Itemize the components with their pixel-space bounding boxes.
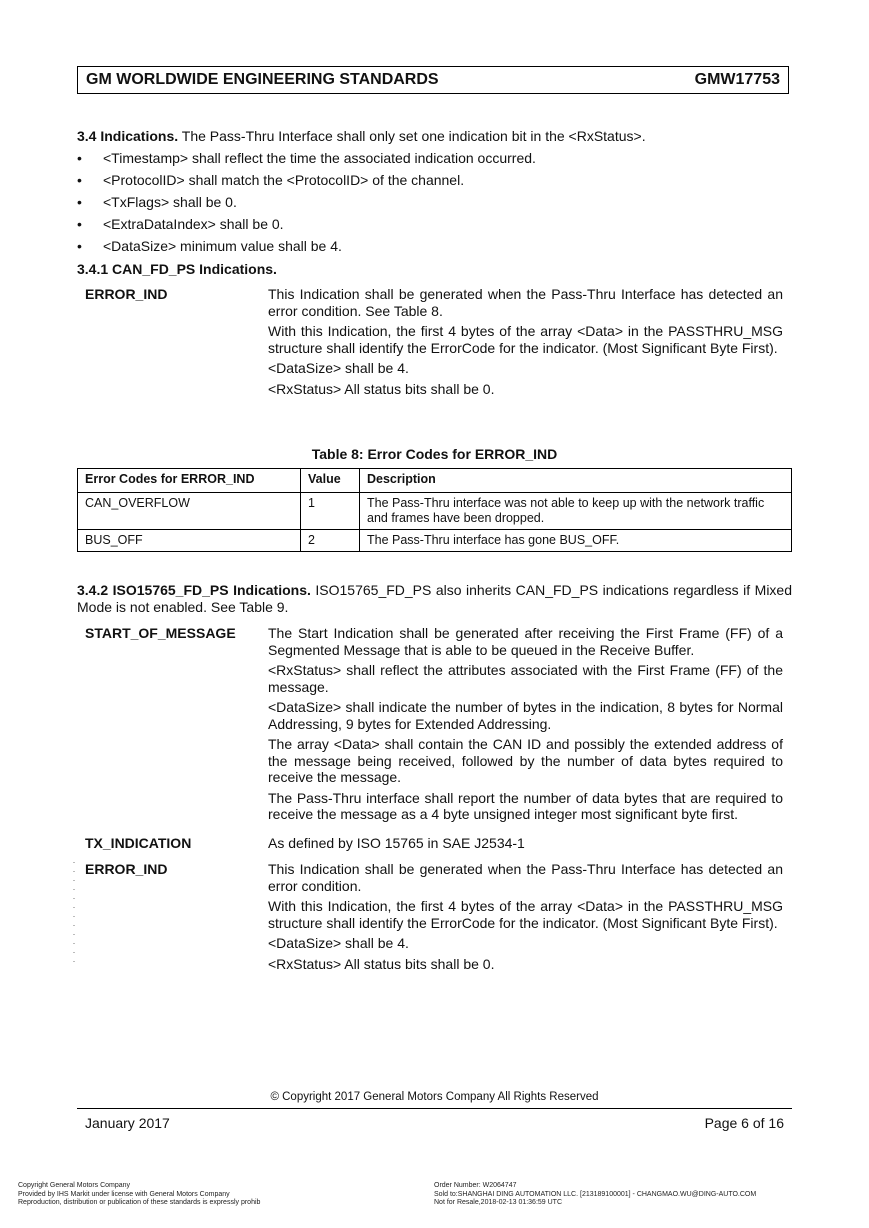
footer-page-number: Page 6 of 16 <box>704 1115 784 1131</box>
definition-body <box>268 835 783 856</box>
license-notice-right <box>434 1182 756 1208</box>
section-3-4-2 <box>77 582 792 616</box>
header-doc-number: GMW17753 <box>694 71 780 88</box>
definition-term: TX_INDICATION <box>85 835 192 851</box>
definition-paragraph: With this Indication, the first 4 bytes of the array <Data> in the PASSTHRU_MSG structure shall identify the ErrorCode for the indicator. (Most Significant Byte First). <box>268 898 783 931</box>
definition-term: START_OF_MESSAGE <box>85 625 236 641</box>
definition-paragraph: <DataSize> shall be 4. <box>268 360 409 376</box>
definition-paragraph: The array <Data> shall contain the CAN ID and possibly the extended address of the message being received, followed by the number of data bytes required to receive the message. <box>268 736 783 785</box>
section-3-4-text: The Pass-Thru Interface shall only set one indication bit in the <RxStatus>. <box>178 128 646 144</box>
definition-paragraph: With this Indication, the first 4 bytes of the array <Data> in the PASSTHRU_MSG structure shall identify the ErrorCode for the indicator. (Most Significant Byte First). <box>268 323 783 356</box>
list-item: • <TxFlags> shall be 0. <box>77 194 792 216</box>
list-item: • <ExtraDataIndex> shall be 0. <box>77 216 792 238</box>
section-3-4 <box>77 128 792 145</box>
list-item: • <DataSize> minimum value shall be 4. <box>77 238 792 260</box>
definition-body <box>268 286 783 401</box>
definition-error-ind <box>85 286 785 401</box>
footer-copyright: © Copyright 2017 General Motors Company All Rights Reserved <box>270 1091 599 1103</box>
column-header: Description <box>360 469 792 493</box>
license-line: Reproduction, distribution or publication of these standards is expressly prohib <box>18 1199 261 1206</box>
footer-divider <box>77 1108 792 1109</box>
definition-paragraph: <RxStatus> All status bits shall be 0. <box>268 955 495 972</box>
column-header: Value <box>301 469 360 493</box>
header-title: GM WORLDWIDE ENGINEERING STANDARDS <box>86 71 439 88</box>
scan-artifact-dots <box>73 862 75 962</box>
table-row <box>78 530 792 552</box>
definition-tx-indication <box>85 835 785 856</box>
definition-paragraph: <DataSize> shall indicate the number of bytes in the indication, 8 bytes for Normal Addressing, 9 bytes for Extended Addressing. <box>268 699 783 732</box>
page-header <box>77 66 789 94</box>
table-cell: The Pass-Thru interface was not able to keep up with the network traffic and frames have been dropped. <box>360 493 792 530</box>
license-line: Copyright General Motors Company <box>18 1182 131 1189</box>
table-cell: 2 <box>301 530 360 552</box>
license-line: Provided by IHS Markit under license with General Motors Company <box>18 1190 230 1198</box>
section-3-4-2-heading: 3.4.2 ISO15765_FD_PS Indications. <box>77 582 311 598</box>
list-item: • <Timestamp> shall reflect the time the associated indication occurred. <box>77 150 792 172</box>
section-3-4-heading: 3.4 Indications. <box>77 128 179 144</box>
license-line: Not for Resale,2018-02-13 01:36:59 UTC <box>434 1199 563 1206</box>
table-cell: 1 <box>301 493 360 530</box>
definition-paragraph: This Indication shall be generated when the Pass-Thru Interface has detected an error condition. See Table 8. <box>268 286 783 319</box>
table-cell: CAN_OVERFLOW <box>78 493 301 530</box>
definition-error-ind-iso <box>85 861 785 976</box>
definition-paragraph: As defined by ISO 15765 in SAE J2534-1 <box>268 835 525 851</box>
table-cell: BUS_OFF <box>78 530 301 552</box>
license-line: Sold to:SHANGHAI DING AUTOMATION LLC. [213189100001] - CHANGMAO.WU@DING-AUTO.COM <box>434 1190 757 1198</box>
indication-bullet-list <box>77 150 792 260</box>
section-3-4-1-heading: 3.4.1 CAN_FD_PS Indications. <box>77 261 277 277</box>
definition-term: ERROR_IND <box>85 861 168 877</box>
error-codes-table <box>77 468 792 552</box>
table-row <box>78 493 792 530</box>
list-item: • <ProtocolID> shall match the <ProtocolID> of the channel. <box>77 172 792 194</box>
definition-start-of-message <box>85 625 785 827</box>
definition-paragraph: The Start Indication shall be generated after receiving the First Frame (FF) of a Segmented Message that is able to be queued in the Receive Buffer. <box>268 625 783 658</box>
definition-body <box>268 625 783 827</box>
table-caption: Table 8: Error Codes for ERROR_IND <box>311 446 558 462</box>
table-header-row <box>78 469 792 493</box>
table-cell: The Pass-Thru interface has gone BUS_OFF. <box>360 530 792 552</box>
column-header: Error Codes for ERROR_IND <box>78 469 301 493</box>
definition-paragraph: <RxStatus> All status bits shall be 0. <box>268 380 495 397</box>
definition-paragraph: This Indication shall be generated when the Pass-Thru Interface has detected an error condition. <box>268 861 783 894</box>
definition-term: ERROR_IND <box>85 286 168 302</box>
definition-paragraph: The Pass-Thru interface shall report the number of data bytes that are required to receive the message as a 4 byte unsigned integer most significant byte first. <box>268 789 783 822</box>
definition-paragraph: <RxStatus> shall reflect the attributes associated with the First Frame (FF) of the message. <box>268 662 783 695</box>
footer-date: January 2017 <box>85 1115 170 1131</box>
section-3-4-2-text: ISO15765_FD_PS also inherits CAN_FD_PS indications regardless if Mixed Mode is not enabled. See Table 9. <box>77 582 792 615</box>
definition-body <box>268 861 783 976</box>
license-notice-left <box>18 1182 260 1208</box>
license-line: Order Number: W2064747 <box>434 1182 517 1189</box>
definition-paragraph: <DataSize> shall be 4. <box>268 935 409 951</box>
